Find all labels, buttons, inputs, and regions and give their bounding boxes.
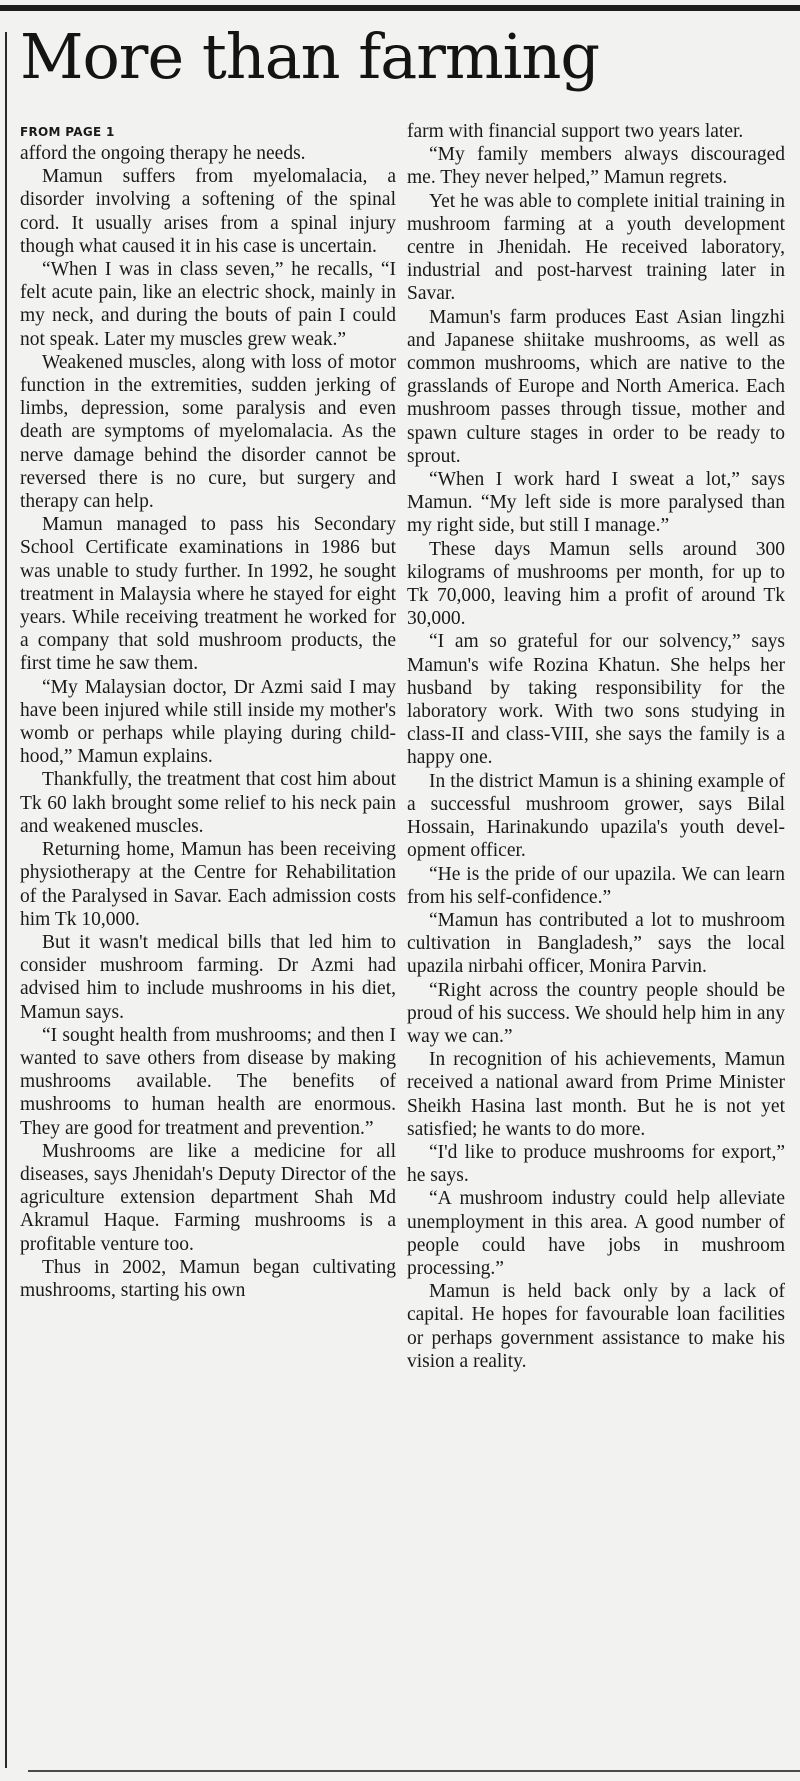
paragraph: Returning home, Mamun has been receiving physiotherapy at the Centre for Rehabilitation of the Paralysed in Savar. Each admission costs him Tk 10,000.	[20, 839, 396, 930]
paragraph: But it wasn't medical bills that led him to consider mushroom farming. Dr Azmi had advised him to include mushrooms in his diet, Mamun says.	[20, 931, 396, 1023]
paragraph: “I sought health from mushrooms; and then I wanted to save others from disease by making mushrooms available. The benefits of mushrooms to human health are enormous. They are good for treatment and prevention.”	[20, 1024, 396, 1139]
paragraph: Yet he was able to complete initial training in mushroom farming at a youth development centre in Jhenidah. He received laboratory, industrial and post-harvest training later in Savar.	[407, 190, 785, 305]
paragraph: “I'd like to produce mushrooms for export,” he says.	[407, 1141, 785, 1187]
bottom-rule	[28, 1770, 800, 1772]
paragraph: Mushrooms are like a medicine for all diseases, says Jhenidah's Deputy Director of the agriculture extension department Shah Md Akramul Haque. Farming mushrooms is a profitable venture too.	[20, 1140, 396, 1255]
paragraph: “When I was in class seven,” he recalls, “I felt acute pain, like an electric shock, mainly in my neck, and during the bouts of pain I could not speak. Later my muscles grew weak.”	[20, 259, 396, 350]
article-column-right	[407, 120, 785, 1373]
paragraph: “My Malaysian doctor, Dr Azmi said I may have been injured while still inside my mother's womb or perhaps while playing during childhood,” Mamun explains.	[20, 676, 396, 768]
top-rule	[0, 5, 800, 11]
paragraph: These days Mamun sells around 300 kilograms of mushrooms per month, for up to Tk 70,000, leaving him a profit of around Tk 30,000.	[407, 538, 785, 630]
paragraph: “I am so grateful for our solvency,” says Mamun's wife Rozina Khatun. She helps her husband by taking responsibility for the laboratory work. With two sons studying in class-II and class-VIII, she says the family is a happy one.	[407, 631, 785, 769]
paragraph: Thankfully, the treatment that cost him about Tk 60 lakh brought some relief to his neck pain and weakened muscles.	[20, 769, 396, 837]
paragraph: Mamun is held back only by a lack of capital. He hopes for favourable loan facilities or perhaps government assistance to make his vision a reality.	[407, 1281, 785, 1372]
paragraph: In the district Mamun is a shining example of a successful mushroom grower, says Bilal Hossain, Harinakundo upazila's youth development officer.	[407, 770, 785, 862]
paragraph: Weakened muscles, along with loss of motor function in the extremities, sudden jerking of limbs, depression, some paralysis and even death are symptoms of myelomalacia. As the nerve damage behind the disorder cannot be reversed there is no cure, but surgery and therapy can help.	[20, 351, 396, 513]
left-column-rule	[5, 32, 7, 1768]
paragraph: Mamun's farm produces East Asian lingzhi and Japanese shiitake mushrooms, as well as common mushrooms, which are native to the grasslands of Europe and North America. Each mushroom passes through tissue, mother and spawn culture stages in order to be ready to sprout.	[407, 306, 785, 467]
paragraph: afford the ongoing therapy he needs.	[20, 143, 306, 164]
paragraph: Mamun managed to pass his Secondary School Certificate examinations in 1986 but was unable to study further. In 1992, he sought treatment in Malaysia where he stayed for eight years. While receiving treatment he worked for a company that sold mushroom products, the first time he saw them.	[20, 514, 396, 675]
paragraph: “Mamun has contributed a lot to mushroom cultivation in Bangladesh,” says the local upazila nirbahi officer, Monira Parvin.	[407, 909, 785, 978]
paragraph: “Right across the country people should be proud of his success. We should help him in any way we can.”	[407, 979, 785, 1047]
paragraph: “A mushroom industry could help alleviate unemployment in this area. A good number of people could have jobs in mushroom processing.”	[407, 1188, 785, 1279]
jump-line: FROM PAGE 1	[20, 125, 115, 139]
paragraph: “My family members always discouraged me. They never helped,” Mamun regrets.	[407, 144, 785, 189]
paragraph: “He is the pride of our upazila. We can learn from his self-confidence.”	[407, 863, 785, 908]
article-column-left	[20, 120, 396, 1302]
paragraph: farm with financial support two years later.	[407, 121, 744, 142]
paragraph: “When I work hard I sweat a lot,” says Mamun. “My left side is more paralysed than my right side, but still I manage.”	[407, 469, 785, 537]
paragraph: In recognition of his achievements, Mamun received a national award from Prime Minister Sheikh Hasina last month. But he is not yet satisfied; he wants to do more.	[407, 1049, 785, 1140]
headline: More than farming	[20, 20, 600, 93]
paragraph: Mamun suffers from myelomalacia, a disorder involving a softening of the spinal cord. It usually arises from a spinal injury though what caused it in his case is uncertain.	[20, 166, 396, 257]
paragraph: Thus in 2002, Mamun began cultivating mushrooms, starting his own	[20, 1256, 396, 1301]
